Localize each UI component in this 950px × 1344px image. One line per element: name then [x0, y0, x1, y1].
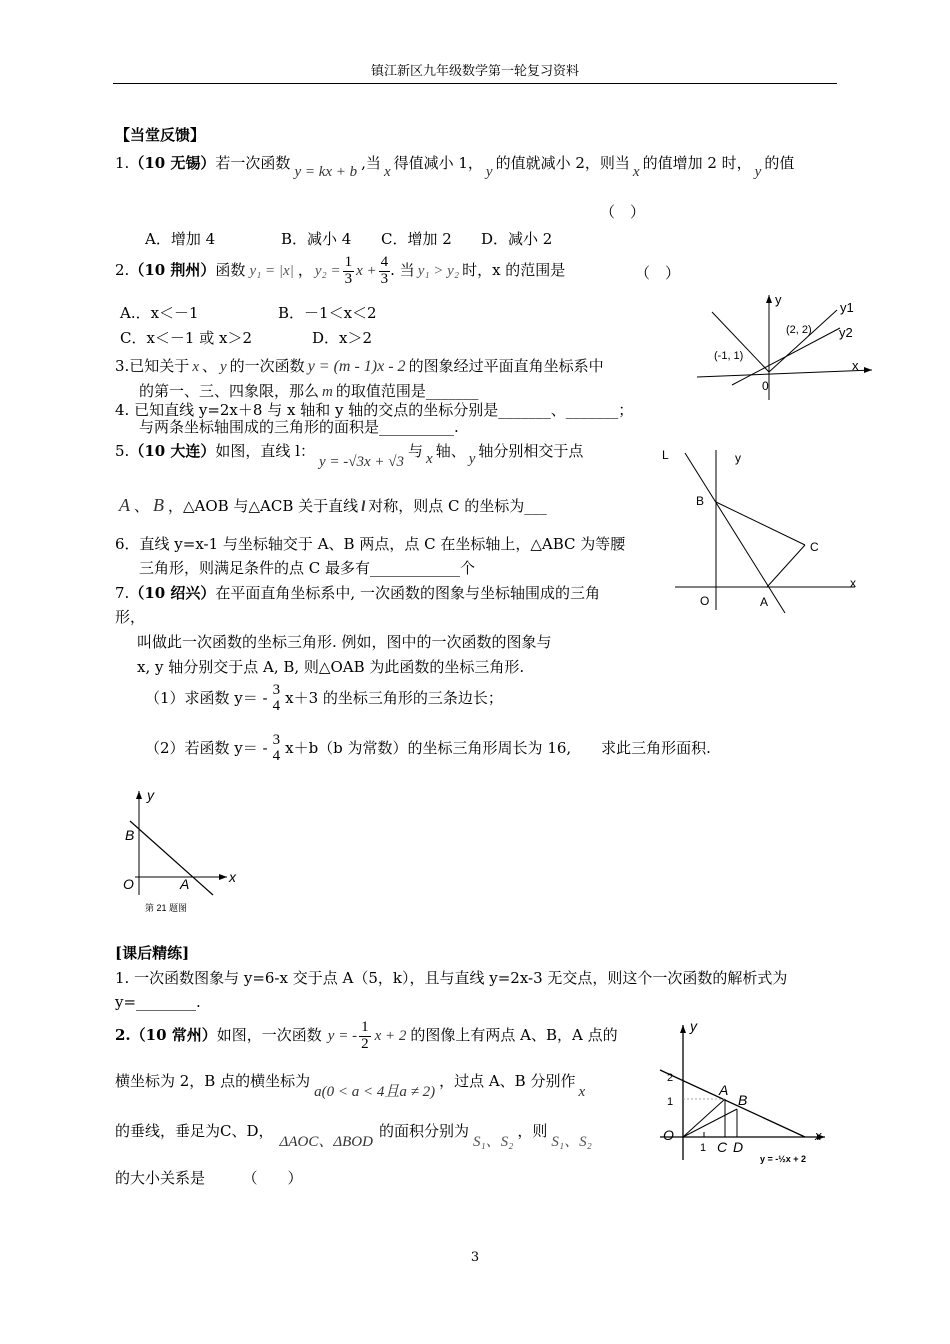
question-7-sub1 [145, 683, 503, 715]
line-l [685, 453, 785, 613]
q5-point-b: B [153, 495, 165, 515]
q7-sub2-frac [271, 733, 283, 765]
q3-text: 的取值范围是_______ [335, 382, 479, 400]
q2-tag: （10 荆州） [129, 261, 216, 279]
section-title-practice: [课后精练] [115, 944, 190, 962]
practice-2-line4: 的大小关系是 （ ） [115, 1169, 303, 1187]
question-6-line2: 三角形，则满足条件的点 C 最多有____________个 [139, 559, 476, 577]
fig-q5-o: O [700, 594, 710, 608]
p2-text: 如图，一次函数 [216, 1026, 322, 1044]
q1-text: 的值就减小 2，则当 [495, 154, 630, 172]
q5-line-l: l [361, 499, 366, 515]
question-3-line1 [115, 355, 604, 376]
q3-text: 、 [201, 357, 217, 375]
q1-option-b: B．减小 4 [281, 230, 352, 248]
question-5-line2 [115, 495, 547, 516]
graph-y1-left [712, 312, 769, 372]
fig-q2-y2-label: y2 [839, 325, 853, 340]
question-4-line1: 4. 已知直线 y=2x＋8 与 x 轴和 y 轴的交点的坐标分别是_______、_______； [115, 401, 634, 419]
question-1 [115, 152, 795, 180]
practice-2-line1 [115, 1015, 618, 1056]
q3-text: 3.已知关于 [115, 357, 190, 375]
q7-sub1-frac [271, 683, 283, 715]
graph-y2 [732, 328, 840, 385]
x-axis [697, 370, 872, 377]
question-7-line2: 叫做此一次函数的坐标三角形. 例如，图中的一次函数的图象与 [137, 633, 552, 651]
q7-sub1-text: x＋3 的坐标三角形的三条边长； [285, 688, 503, 707]
q7-sub1-text: （1）求函数 y＝ - [145, 688, 268, 707]
q1-option-c: C．增加 2 [381, 230, 452, 248]
q3-text: 的第一、三、四象限，那么 [139, 382, 320, 400]
fig-p2-one-y: 1 [667, 1096, 674, 1108]
p2-areas: S₁、S₂ [551, 1134, 592, 1150]
q5-text: 轴、 [435, 442, 466, 460]
q1-option-d: D．减小 2 [481, 230, 553, 248]
y-axis-arrow [680, 1025, 686, 1033]
q2-answer-paren: （ ） [635, 264, 681, 282]
q5-text: 对称，则点 C 的坐标为___ [368, 497, 547, 515]
q2-number: 2. [115, 261, 130, 279]
p2-areas: S₁、S₂ [472, 1134, 514, 1150]
q1-text: 的值增加 2 时， [642, 154, 752, 172]
page-header: 镇江新区九年级数学第一轮复习资料 [370, 64, 579, 79]
fig-q7-o: O [123, 876, 134, 892]
q3-var-x: x [192, 359, 199, 375]
q2-frac1-num: 1 [344, 253, 353, 270]
q2-mid: x + [356, 263, 377, 279]
p2-tag: （10 常州） [130, 1026, 217, 1044]
p2-text: 的面积分别为 [378, 1122, 469, 1140]
q5-tag: （10 大连） [129, 442, 216, 460]
q1-text: 的值 [764, 154, 795, 172]
q3-var-m: m [322, 384, 333, 400]
q1-text: 得值减小 1， [393, 154, 483, 172]
fig-q5-x: x [850, 576, 856, 590]
fig-q2-x-label: x [852, 358, 859, 373]
q5-var-y: y [468, 451, 476, 467]
question-7-sub2 [145, 733, 711, 765]
x-axis-arrow [864, 367, 872, 373]
q2-y2: y₂ = [314, 263, 341, 279]
q2-text: 时，x 的范围是 [462, 261, 566, 279]
p2-text: ，过点 A、B 分别作 [439, 1072, 576, 1090]
question-2: 2.（10 荆州）函数 y₁ = |x| ， y₂ = $\frac{1}{3}$ x + $\frac{4}{3}$ . 当 y₁ > y₂ 时，x 的范围是 [115, 253, 566, 287]
section-title-feedback: 【当堂反馈】 [115, 126, 206, 144]
y-axis-arrow [766, 295, 772, 303]
q3-formula: y = (m - 1)x - 2 [307, 358, 406, 375]
q2-frac-2 [379, 255, 391, 288]
practice-1-line1: 1. 一次函数图象与 y=6-x 交于点 A（5，k），且与直线 y=2x-3 无交点，则这个一次函数的解析式为 [115, 969, 788, 987]
fig-q2-point-22: (2, 2) [786, 324, 812, 336]
y-axis-arrow [136, 791, 142, 799]
q5-text: ，△AOB 与△ACB 关于直线 [168, 497, 359, 515]
p2-formula: y = - [327, 1028, 358, 1044]
fig-p2-x: x [815, 1128, 822, 1143]
fig-q7-x: x [229, 869, 236, 885]
q2-condition: y₁ > y₂ [417, 263, 460, 279]
question-7-line1b: 形， [115, 608, 146, 626]
q7-sub2-frac-den: 4 [272, 747, 281, 764]
practice-2-line2 [115, 1070, 588, 1100]
fig-q7-y: y [147, 787, 154, 803]
q2-option-a: A.．x＜－1 [120, 304, 199, 322]
fig-q7-caption: 第 21 题图 [145, 903, 188, 913]
question-3-line2 [139, 380, 478, 401]
fig-p2-a: A [719, 1082, 729, 1098]
fig-q5-a: A [760, 595, 769, 609]
p2-frac-den: 2 [361, 1035, 369, 1052]
p2-var-x: x [578, 1084, 586, 1100]
p2-triangles: ΔAOC、ΔBOD [279, 1134, 373, 1150]
q1-formula: y = kx + b [294, 164, 358, 180]
q7-text: 在平面直角坐标系中, 一次函数的图象与坐标轴围成的三角 [215, 584, 600, 602]
fig-p2-b: B [738, 1092, 748, 1108]
question-5-line1 [115, 440, 584, 470]
q5-text: 与 [408, 442, 424, 460]
figure-q2-graph [692, 290, 877, 400]
question-7-line1 [115, 582, 600, 603]
q1-var-y: y [485, 164, 493, 180]
q3-var-y: y [220, 359, 227, 375]
q2-text: 函数 [215, 261, 246, 279]
q2-frac2-num: 4 [380, 253, 389, 270]
q1-var-y: y [754, 164, 762, 180]
fig-p2-y: y [690, 1020, 697, 1034]
p2-number: 2. [115, 1026, 131, 1044]
q5-var-x: x [426, 451, 433, 467]
fig-q7-b: B [125, 827, 135, 843]
fig-q2-point-m11: (-1, 1) [714, 350, 744, 362]
fig-q5-c: C [810, 540, 819, 554]
q1-var-x: x [632, 164, 640, 180]
question-4-line2: 与两条坐标轴围成的三角形的面积是__________. [139, 418, 459, 436]
q3-text: 的图象经过平面直角坐标系中 [408, 357, 604, 375]
q5-formula: y = -√3x + √3 [319, 454, 405, 470]
p2-text: 的图像上有两点 A、B，A 点的 [410, 1026, 618, 1044]
q7-sub2-frac-num: 3 [272, 732, 281, 748]
fig-q2-y-label: y [775, 292, 782, 307]
q7-number: 7. [115, 584, 130, 602]
q2-frac1-den: 3 [344, 270, 353, 287]
question-7-line3: x, y 轴分别交于点 A, B, 则△OAB 为此函数的坐标三角形. [137, 658, 525, 676]
q1-text: 若一次函数 [215, 154, 291, 172]
q7-sub1-frac-den: 4 [272, 697, 281, 714]
p2-text: ，则 [517, 1122, 548, 1140]
p2-formula: x + 2 [374, 1028, 407, 1044]
q2-frac2-den: 3 [380, 270, 389, 287]
function-line [130, 821, 213, 895]
function-line [660, 1070, 805, 1137]
fig-q7-a: A [180, 876, 190, 892]
q2-option-d: D．x＞2 [312, 329, 373, 347]
q5-text: 轴分别相交于点 [478, 442, 584, 460]
q2-option-b: B．－1＜x＜2 [278, 304, 377, 322]
segment-ca [767, 545, 805, 587]
q1-tag: （10 无锡） [129, 154, 216, 172]
fig-p2-o: O [663, 1127, 674, 1143]
q2-option-c: C．x＜－1 或 x＞2 [120, 329, 253, 347]
fig-q5-b: B [696, 494, 705, 508]
q5-number: 5. [115, 442, 130, 460]
graph-y1-right [769, 310, 837, 372]
fig-p2-c: C [717, 1139, 728, 1155]
q1-option-a: A．增加 4 [145, 230, 216, 248]
q2-text: . 当 [390, 261, 415, 279]
question-6-line1: 6．直线 y=x-1 与坐标轴交于 A、B 两点，点 C 在坐标轴上，△ABC 为等腰 [115, 535, 626, 553]
p2-text: 横坐标为 2，B 点的横坐标为 [115, 1072, 311, 1090]
figure-q5-graph [660, 445, 870, 620]
q7-tag: （10 绍兴） [129, 584, 216, 602]
q1-number: 1. [115, 154, 130, 172]
fig-q2-origin: 0 [762, 379, 769, 393]
figure-p2-graph [655, 1020, 835, 1170]
fig-p2-equation: y = -½x + 2 [760, 1154, 807, 1164]
q5-point-a: A [119, 495, 130, 515]
q5-text: 如图，直线 l： [215, 442, 315, 460]
p2-text: 的垂线，垂足为C、D， [115, 1122, 274, 1140]
q5-text: 、 [134, 497, 150, 515]
p2-condition: a(0 < a < 4且a ≠ 2) [314, 1084, 436, 1100]
practice-2-line3 [115, 1120, 596, 1150]
fig-q2-y1-label: y1 [840, 300, 854, 315]
p2-frac [359, 1020, 371, 1053]
q7-sub1-frac-num: 3 [272, 682, 281, 698]
p2-frac-num: 1 [361, 1018, 369, 1035]
page-number: 3 [470, 1250, 480, 1265]
q7-sub2-text: x＋b（b 为常数）的坐标三角形周长为 16, 求此三角形面积. [285, 738, 711, 757]
figure-q7-graph [115, 783, 245, 918]
fig-q5-y: y [735, 451, 741, 465]
header-rule [113, 83, 837, 84]
x-axis-arrow [219, 874, 227, 880]
q2-y1: y₁ = |x| [249, 263, 294, 279]
q1-answer-paren: （ ） [600, 203, 646, 221]
fig-q5-L: L [662, 448, 669, 462]
q1-text: ,当 [361, 154, 381, 172]
q2-frac-1 [343, 255, 355, 288]
q1-var-x: x [383, 164, 391, 180]
fig-p2-two-y: 2 [667, 1072, 674, 1084]
q3-text: 的一次函数 [229, 357, 305, 375]
q7-sub2-text: （2）若函数 y＝ - [145, 738, 268, 757]
practice-1-line2: y=________. [115, 993, 201, 1011]
fig-p2-d: D [733, 1139, 744, 1155]
fig-p2-one-x: 1 [700, 1142, 707, 1154]
